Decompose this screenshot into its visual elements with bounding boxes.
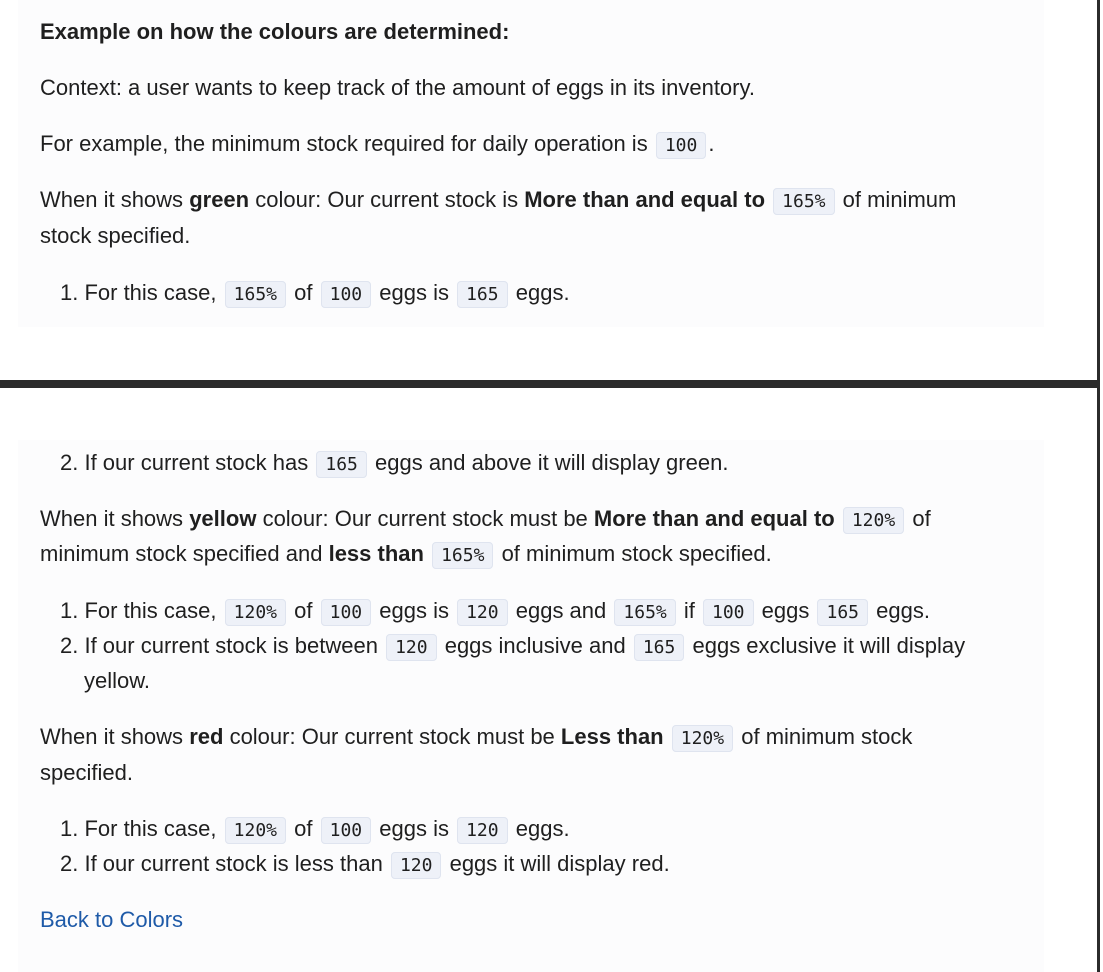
list-text: eggs is bbox=[379, 598, 449, 623]
list-text: of bbox=[294, 816, 313, 841]
yellow-condition: less than bbox=[328, 541, 424, 566]
inline-code: 100 bbox=[703, 599, 754, 626]
list-text: if bbox=[683, 598, 695, 623]
yellow-text: minimum stock specified and bbox=[40, 541, 323, 566]
yellow-paragraph bbox=[40, 501, 931, 538]
inline-code: 120% bbox=[672, 725, 733, 752]
list-text: eggs is bbox=[379, 816, 449, 841]
list-text: of bbox=[294, 598, 313, 623]
yellow-paragraph-cont bbox=[40, 536, 772, 573]
right-border bbox=[1097, 388, 1100, 972]
inline-code: 100 bbox=[321, 817, 372, 844]
list-item bbox=[60, 628, 965, 665]
back-link-wrapper bbox=[40, 902, 183, 937]
red-condition: Less than bbox=[560, 724, 664, 749]
list-item-cont: yellow. bbox=[84, 668, 151, 693]
inline-code: 120% bbox=[225, 817, 286, 844]
red-color-word: red bbox=[189, 724, 224, 749]
yellow-text: When it shows bbox=[40, 506, 184, 531]
list-text: eggs and bbox=[515, 598, 607, 623]
green-text: colour: Our current stock is bbox=[255, 187, 519, 212]
inline-code: 120 bbox=[457, 817, 508, 844]
inline-code: 165 bbox=[316, 451, 367, 478]
example-text: For example, the minimum stock required for daily operation is bbox=[40, 131, 648, 156]
green-color-word: green bbox=[189, 187, 250, 212]
inline-code: 120 bbox=[386, 634, 437, 661]
list-text: 2. If our current stock is less than bbox=[60, 851, 383, 876]
inline-code: 165 bbox=[634, 634, 685, 661]
list-item bbox=[60, 275, 570, 312]
back-to-colors-link[interactable]: Back to Colors bbox=[40, 907, 184, 932]
inline-code: 120% bbox=[225, 599, 286, 626]
red-text: colour: Our current stock must be bbox=[229, 724, 555, 749]
list-text: 2. If our current stock has bbox=[60, 450, 309, 475]
inline-code: 165% bbox=[773, 188, 834, 215]
list-text: 2. If our current stock is between bbox=[60, 633, 378, 658]
right-border bbox=[1097, 0, 1100, 388]
list-text: eggs and above it will display green. bbox=[375, 450, 729, 475]
list-item bbox=[60, 846, 670, 883]
inline-code: 165% bbox=[614, 599, 675, 626]
list-item bbox=[60, 811, 570, 848]
inline-code: 165 bbox=[817, 599, 868, 626]
red-paragraph bbox=[40, 719, 912, 756]
green-condition: More than and equal to bbox=[524, 187, 766, 212]
yellow-text: colour: Our current stock must be bbox=[262, 506, 588, 531]
yellow-color-word: yellow bbox=[189, 506, 257, 531]
inline-code: 100 bbox=[321, 599, 372, 626]
list-text: 1. For this case, bbox=[60, 598, 217, 623]
inline-code: 100 bbox=[656, 132, 707, 159]
list-text: eggs bbox=[761, 598, 810, 623]
inline-code: 165 bbox=[457, 281, 508, 308]
inline-code: 120 bbox=[457, 599, 508, 626]
green-text: When it shows bbox=[40, 187, 184, 212]
red-text: When it shows bbox=[40, 724, 184, 749]
section-divider bbox=[0, 380, 1100, 388]
red-text: of minimum stock bbox=[741, 724, 913, 749]
inline-code: 100 bbox=[321, 281, 372, 308]
yellow-text: of minimum stock specified. bbox=[501, 541, 772, 566]
inline-code: 165% bbox=[432, 542, 493, 569]
list-text: eggs inclusive and bbox=[444, 633, 626, 658]
green-paragraph bbox=[40, 182, 956, 219]
list-text: of bbox=[294, 280, 313, 305]
list-text: eggs it will display red. bbox=[449, 851, 670, 876]
list-text: eggs is bbox=[379, 280, 449, 305]
red-paragraph-cont: specified. bbox=[40, 760, 133, 785]
inline-code: 165% bbox=[225, 281, 286, 308]
list-text: eggs. bbox=[515, 816, 570, 841]
list-item bbox=[60, 593, 930, 630]
yellow-condition: More than and equal to bbox=[593, 506, 835, 531]
example-period: . bbox=[708, 131, 715, 156]
list-text: eggs. bbox=[515, 280, 570, 305]
section-heading: Example on how the colours are determined: bbox=[40, 19, 510, 44]
example-paragraph bbox=[40, 126, 714, 163]
list-text: eggs. bbox=[876, 598, 930, 623]
inline-code: 120% bbox=[843, 507, 904, 534]
green-paragraph-cont: stock specified. bbox=[40, 223, 191, 248]
inline-code: 120 bbox=[391, 852, 442, 879]
list-text: 1. For this case, bbox=[60, 816, 217, 841]
context-paragraph: Context: a user wants to keep track of the amount of eggs in its inventory. bbox=[40, 75, 755, 100]
list-item bbox=[60, 445, 728, 482]
yellow-text: of bbox=[912, 506, 931, 531]
list-text: 1. For this case, bbox=[60, 280, 217, 305]
list-text: eggs exclusive it will display bbox=[692, 633, 966, 658]
green-text: of minimum bbox=[842, 187, 957, 212]
